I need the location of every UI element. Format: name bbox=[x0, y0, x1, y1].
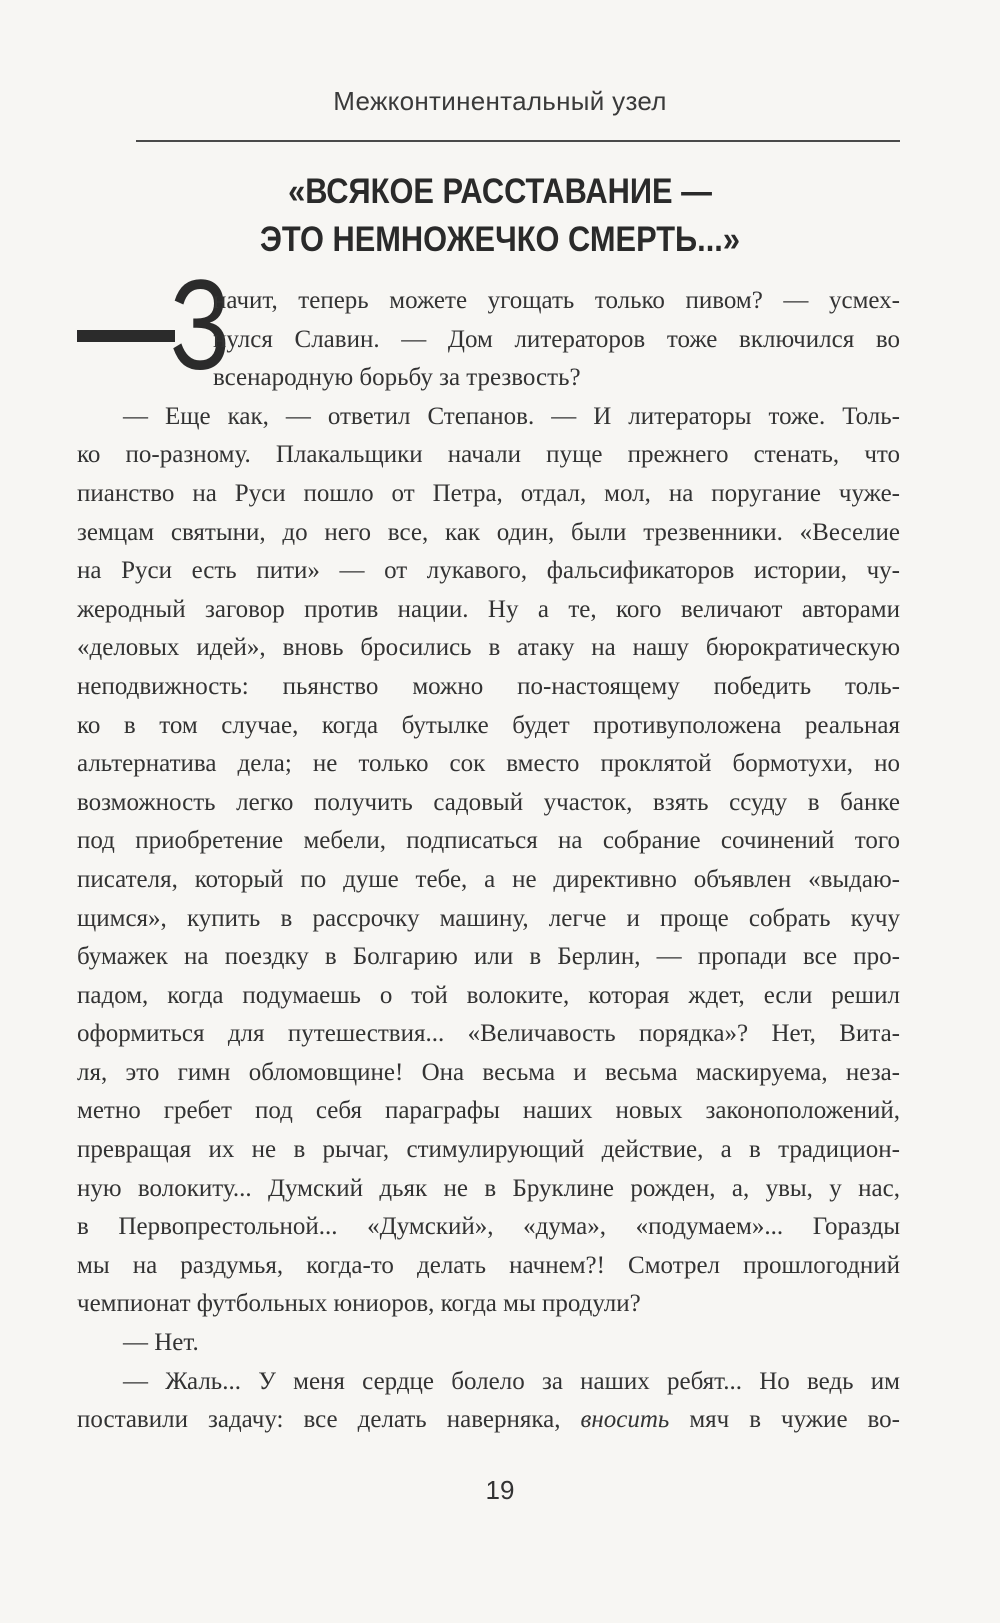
text-line-last bbox=[77, 1401, 900, 1440]
text-line: падом, когда подумаешь о той волоките, которая ждет, если решил bbox=[77, 981, 900, 1009]
text-line: ля, это гимн обломовщине! Она весьма и весьма маскируема, неза- bbox=[77, 1058, 900, 1086]
text-line: альтернатива дела; не только сок вместо проклятой бормотухи, но bbox=[77, 750, 900, 778]
text-line: чемпионат футбольных юниоров, когда мы продули? bbox=[77, 1290, 641, 1318]
text-line: метно гребет под себя параграфы наших новых законоположений, bbox=[77, 1097, 900, 1125]
text-line: в Первопрестольной... «Думский», «дума», «подумаем»... Горазды bbox=[77, 1213, 900, 1241]
text-line: мы на раздумья, когда-то делать начнем?! Смотрел прошлогодний bbox=[77, 1251, 900, 1279]
text-line: начит, теперь можете угощать только пивом? — усмех- bbox=[213, 287, 900, 314]
text-line: ко в том случае, когда бутылке будет противуположена реальная bbox=[77, 711, 900, 739]
text-line: возможность легко получить садовый участок, взять ссуду в банке bbox=[77, 788, 900, 816]
text-line: — Еще как, — ответил Степанов. — И литераторы тоже. Толь- bbox=[123, 402, 900, 430]
text-line: всенародную борьбу за трезвость? bbox=[213, 364, 581, 392]
text-line: ную волокиту... Думский дьяк не в Бруклине рожден, а, увы, у нас, bbox=[77, 1174, 900, 1202]
text-line: бумажек на поездку в Болгарию или в Берлин, — пропади все про- bbox=[77, 943, 900, 971]
text-line-last-start: поставили задачу: все делать наверняка, bbox=[77, 1406, 561, 1434]
text-line: жеродный заговор против нации. Ну а те, кого величают авторами bbox=[77, 595, 900, 623]
text-line: на Руси есть пити» — от лукавого, фальсификаторов истории, чу- bbox=[77, 557, 900, 585]
text-line: пианство на Руси пошло от Петра, отдал, мол, на поругание чуже- bbox=[77, 479, 900, 507]
text-line: «деловых идей», вновь бросились в атаку на нашу бюрократическую bbox=[77, 634, 900, 662]
text-line: — Жаль... У меня сердце болело за наших ребят... Но ведь им bbox=[123, 1367, 900, 1395]
text-line: — Нет. bbox=[123, 1329, 199, 1357]
text-line: писателя, который по душе тебе, а не директивно объявлен «выдаю- bbox=[77, 865, 900, 893]
text-line: земцам святыни, до него все, как один, были трезвенники. «Веселие bbox=[77, 518, 900, 546]
page-number: 19 bbox=[485, 1475, 515, 1505]
chapter-title-line-2: ЭТО НЕМНОЖЕЧКО СМЕРТЬ...» bbox=[260, 220, 740, 259]
emphasized-word: вносить bbox=[580, 1406, 670, 1434]
header-rule bbox=[136, 140, 900, 142]
dropcap-letter: З bbox=[170, 254, 231, 397]
text-line-last-tail: мяч в чужие во- bbox=[689, 1406, 901, 1434]
chapter-title-line-1: «ВСЯКОЕ РАССТАВАНИЕ — bbox=[288, 172, 712, 211]
text-line: неподвижность: пьянство можно по-настоящему победить толь- bbox=[77, 672, 900, 700]
text-line: ко по-разному. Плакальщики начали пуще прежнего стенать, что bbox=[77, 441, 900, 469]
text-line: превращая их не в рычаг, стимулирующий действие, а в традицион- bbox=[77, 1136, 900, 1164]
chapter-title bbox=[60, 168, 940, 264]
text-line: щимся», купить в рассрочку машину, легче и проще собрать кучу bbox=[77, 904, 900, 932]
text-line: оформиться для путешествия... «Величавость порядка»? Нет, Вита- bbox=[77, 1020, 900, 1048]
text-line: под приобретение мебели, подписаться на собрание сочинений того bbox=[77, 827, 900, 855]
text-line: нулся Славин. — Дом литераторов тоже включился во bbox=[213, 325, 900, 353]
body-text bbox=[77, 282, 900, 1440]
running-head: Межконтинентальный узел bbox=[333, 86, 667, 116]
